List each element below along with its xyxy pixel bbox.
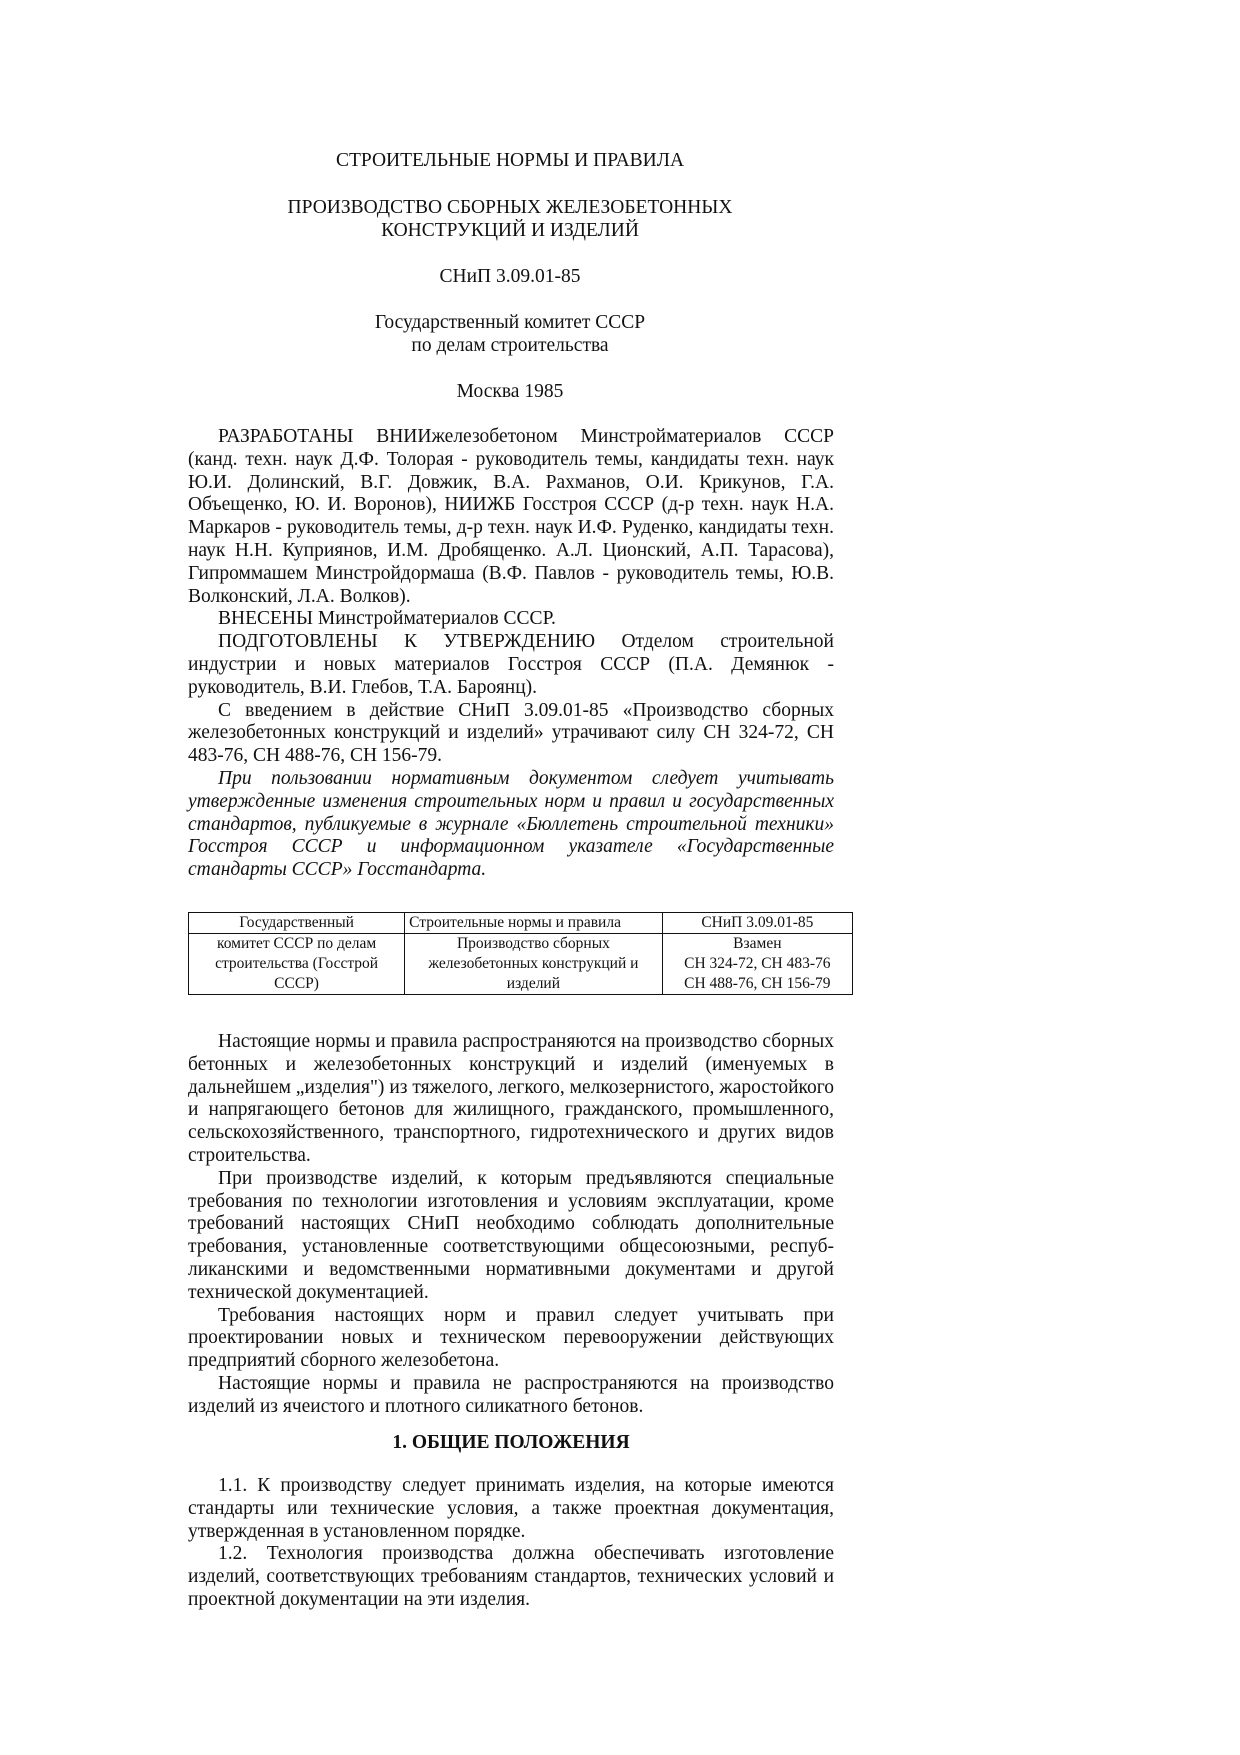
header-table: [188, 912, 853, 995]
series-title: СТРОИТЕЛЬНЫЕ НОРМЫ И ПРАВИЛА: [335, 150, 685, 171]
preface-block: [188, 426, 834, 882]
intro-exclusion: Настоящие нормы и правила не распространяются на производство изделий из ячеистого и плотного силикатного бетонов.: [188, 1372, 834, 1417]
clause-1-1: 1.1. К производству следует принимать изделия, на которые имеются стандарты или технические условия, а также проектная документация, утвержденная в установленном порядке.: [188, 1475, 834, 1542]
code-head-cell: СНиП 3.09.01-85: [662, 913, 852, 934]
committee-head-cell: Государственный: [189, 913, 405, 934]
replaces-line2: СН 488-76, СН 156-79: [684, 975, 831, 992]
section1-block: [188, 1475, 834, 1612]
intro-design: Требования настоящих норм и правил следует учитывать при проектировании новых и техническом перевооружении действующих предприятий сборного железобетона.: [188, 1304, 834, 1372]
replaces-label: Взамен: [733, 935, 782, 952]
doc-title-line2: КОНСТРУКЦИЙ И ИЗДЕЛИЙ: [381, 220, 639, 241]
preface-supersedes: С введением в действие СНиП 3.09.01-85 «Производство сборных железобетонных конструкций и изделий» утрачивают силу СН 324-72, СН 483-76, СН 488-76, СН 156-79.: [188, 699, 834, 767]
committee-body-cell: комитет СССР по делам строительства (Госстрой СССР): [189, 934, 405, 995]
publisher-line1: Государственный комитет СССР: [374, 312, 646, 333]
norms-head-cell: Строительные нормы и правила: [405, 913, 663, 934]
doc-code: СНиП 3.09.01-85: [439, 266, 581, 287]
doc-title-line1: ПРОИЗВОДСТВО СБОРНЫХ ЖЕЛЕЗОБЕТОННЫХ: [287, 197, 733, 218]
title-body-cell: Производство сборных железобетонных конструкций и изделий: [405, 934, 663, 995]
replaces-line1: СН 324-72, СН 483-76: [684, 955, 831, 972]
preface-note: При пользовании нормативным документом следует учитывать утвержденные изменения строительных норм и правил и государственных стандартов, публикуемые в журнале «Бюллетень строительной техники» Госстроя СССР и информационном указателе «Государственные стандарты СССР» Госстандарта.: [188, 767, 834, 881]
clause-1-2: 1.2. Технология производства должна обеспечивать изготовление изделий, соответствующих требованиям стандартов, технических условий и проектной документации на эти изделия.: [188, 1543, 834, 1610]
intro-special: При производстве изделий, к которым предъявляются специальные требования по технологии изготовления и условиям эксплуатации, кроме требований настоящих СНиП необходимо соблюдать дополнительные требования, установленные соответствующими общесоюзными, респуб-ликанскими и ведомственными нормативными документами и другой технической документацией.: [188, 1167, 834, 1303]
preface-developers: РАЗРАБОТАНЫ ВНИИжелезобетоном Минстройматериалов СССР (канд. техн. наук Д.Ф. Толорая - руководитель темы, кандидаты техн. наук Ю.И. Долинский, В.Г. Довжик, В.А. Рахманов, О.И. Крикунов, Г.А. Объещенко, Ю. И. Воронов), НИИЖБ Госстроя СССР (д-р техн. наук Н.А. Маркаров - руководитель темы, д-р техн. наук И.Ф. Руденко, кандидаты техн. наук Н.Н. Куприянов, И.М. Дробященко. А.Л. Ционский, А.П. Тарасова), Гипроммашем Минстройдормаша (В.Ф. Павлов - руководитель темы, Ю.В. Волконский, Л.А. Волков).: [188, 426, 834, 607]
preface-prepared: ПОДГОТОВЛЕНЫ К УТВЕРЖДЕНИЮ Отделом строительной индустрии и новых материалов Госстроя СССР (П.А. Демянюк - руководитель, В.И. Глебов, Т.А. Бароянц).: [188, 631, 834, 698]
city-year: Москва 1985: [456, 381, 564, 402]
section1-heading: 1. ОБЩИЕ ПОЛОЖЕНИЯ: [392, 1432, 630, 1453]
intro-block: [188, 1031, 834, 1419]
publisher-line2: по делам строительства: [411, 335, 609, 356]
preface-introduced: ВНЕСЕНЫ Минстройматериалов СССР.: [218, 608, 556, 630]
intro-scope: Настоящие нормы и правила распространяются на производство сборных бетонных и железобетонных конструкций и изделий (именуемых в дальнейшем „изделия") из тяжелого, легкого, мелкозернистого, жаростойкого и напрягающего бетонов для жилищного, гражданского, промышленного, сельскохозяйственного, транспортного, гидротехнического и других видов строительства.: [188, 1031, 834, 1166]
replaces-cell: [662, 934, 852, 995]
